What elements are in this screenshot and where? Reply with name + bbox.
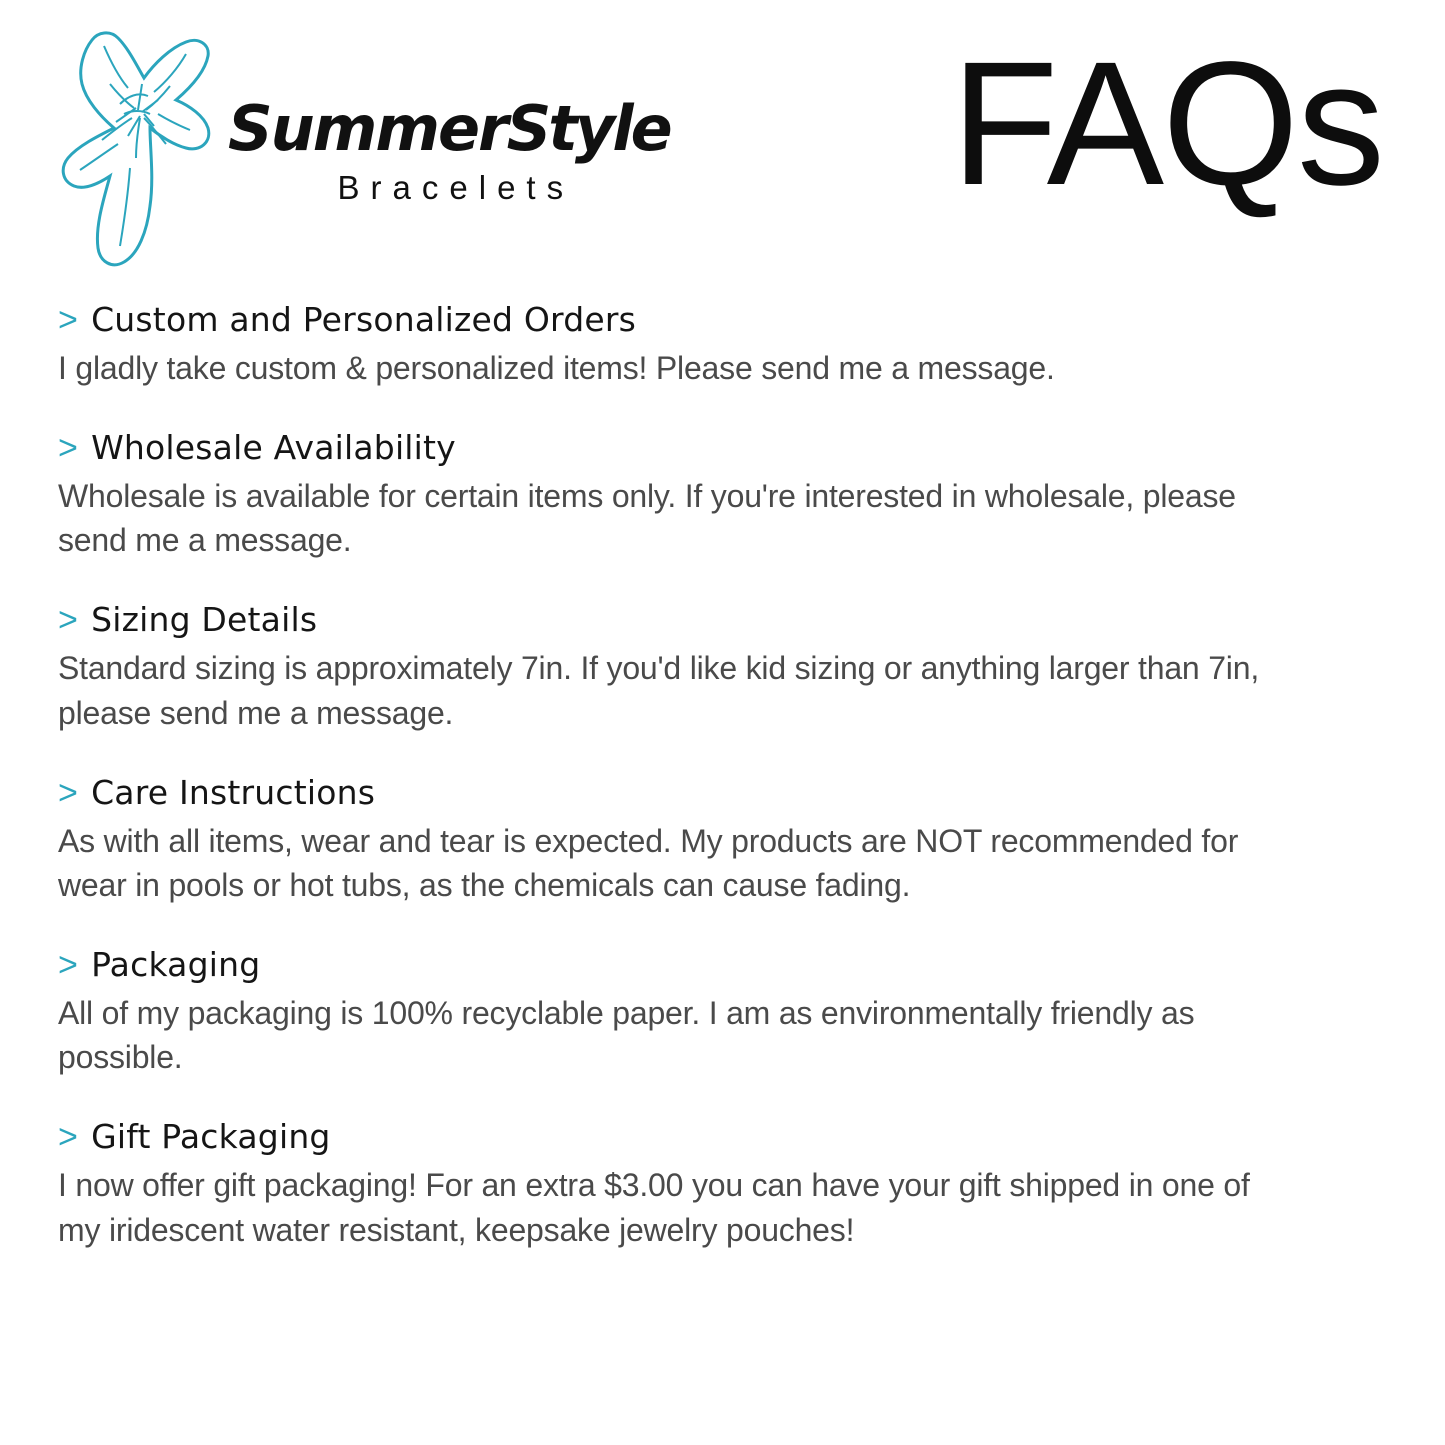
- faq-answer: As with all items, wear and tear is expected. My products are NOT recommended for wear in pools or hot tubs, as the chemicals can cause fading.: [58, 822, 1239, 903]
- faq-question: Gift Packaging: [91, 1117, 331, 1157]
- brand-name: [228, 92, 670, 165]
- faq-question-row[interactable]: [58, 428, 1389, 467]
- brand-lockup: [58, 18, 670, 273]
- faq-item: [58, 428, 1389, 562]
- page-header: [0, 0, 1445, 280]
- faq-question-row[interactable]: [58, 945, 1389, 984]
- faq-item: [58, 300, 1389, 390]
- chevron-right-icon: >: [58, 1118, 79, 1157]
- chevron-right-icon: >: [58, 601, 79, 640]
- brand-name-style: Style: [506, 92, 670, 165]
- chevron-right-icon: >: [58, 773, 79, 812]
- faq-question-row[interactable]: [58, 600, 1389, 639]
- faq-list: [58, 300, 1389, 1290]
- faq-question: Packaging: [91, 945, 261, 985]
- faq-question-row[interactable]: [58, 1117, 1389, 1156]
- faq-question: Sizing Details: [91, 600, 318, 640]
- faq-question: Wholesale Availability: [91, 428, 456, 468]
- faq-answer: Wholesale is available for certain items only. If you're interested in wholesale, please send me a message.: [58, 478, 1236, 559]
- chevron-right-icon: >: [58, 301, 79, 339]
- faq-answer: Standard sizing is approximately 7in. If you'd like kid sizing or anything larger than 7in, please send me a message.: [58, 650, 1260, 731]
- faq-answer: I gladly take custom & personalized items! Please send me a message.: [58, 350, 1055, 386]
- faq-answer: All of my packaging is 100% recyclable paper. I am as environmentally friendly as possible.: [58, 995, 1195, 1076]
- starfish-icon: [58, 18, 218, 273]
- faq-question: Care Instructions: [91, 772, 376, 812]
- chevron-right-icon: >: [58, 429, 79, 468]
- brand-subtitle: Bracelets: [337, 168, 575, 206]
- faq-question-row[interactable]: [58, 773, 1389, 812]
- faq-answer: I now offer gift packaging! For an extra $3.00 you can have your gift shipped in one of my iridescent water resistant, keepsake jewelry pouches!: [58, 1167, 1250, 1248]
- brand-name-summer: Summer: [228, 92, 507, 165]
- chevron-right-icon: >: [58, 946, 79, 985]
- faq-item: [58, 945, 1389, 1079]
- faq-question-row[interactable]: [58, 300, 1389, 339]
- page-title: FAQs: [950, 26, 1383, 222]
- faq-item: [58, 1117, 1389, 1251]
- faq-question: Custom and Personalized Orders: [91, 300, 637, 339]
- faq-item: [58, 773, 1389, 907]
- brand-text: [228, 92, 670, 207]
- faq-item: [58, 600, 1389, 734]
